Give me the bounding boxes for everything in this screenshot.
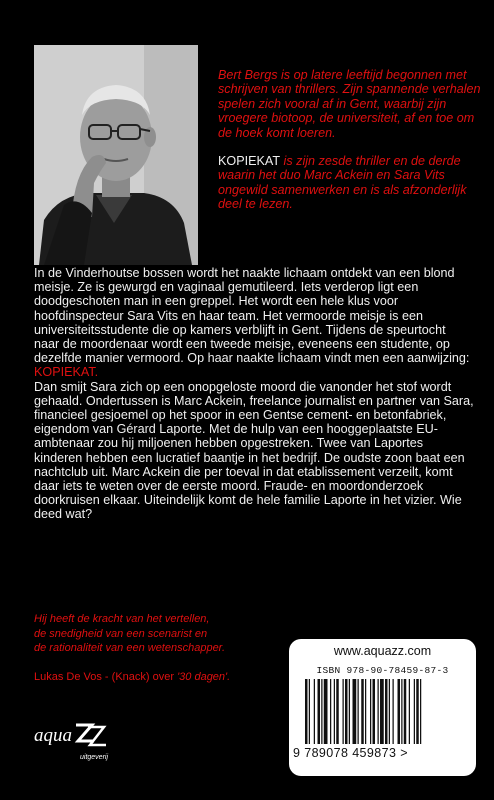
bio-paragraph-2-text: is zijn zesde thriller en de derde waarin het duo Marc Ackein en Sara Vits ongewild samenwerken en is als afzonderlijk deel te lezen. [218, 154, 467, 212]
logo-wordmark: aqua [34, 725, 72, 746]
book-synopsis [34, 266, 474, 522]
isbn-label: ISBN 978-90-78459-87-3 [316, 665, 449, 676]
barcode-digits: 9 789078 459873 > [293, 746, 408, 760]
quote-source-title: '30 dagen'. [177, 671, 231, 683]
bio-paragraph-2 [218, 154, 488, 212]
publisher-website[interactable]: www.aquazz.com [333, 644, 432, 658]
author-bio [218, 68, 488, 226]
author-portrait-illustration [34, 45, 198, 265]
logo-tagline: uitgeverij [80, 754, 109, 761]
quote-line-3: de rationaliteit van een wetenschapper. [34, 642, 225, 654]
quote-line-2: de snedigheid van een scenarist en [34, 627, 208, 640]
bio-paragraph-1: Bert Bergs is op latere leeftijd begonnen met schrijven van thrillers. Zijn spannende verhalen spelen zich vooral af in Gent, waarbij zijn vroegere biotoop, de universiteit, af en toe om de hoek komt loeren. [218, 68, 481, 140]
quote-attribution [34, 670, 294, 684]
synopsis-keyword: KOPIEKAT. [34, 365, 99, 380]
barcode [303, 679, 463, 744]
synopsis-paragraph-1-text: In de Vinderhoutse bossen wordt het naakte lichaam ontdekt van een blond meisje. Ze is gewurgd en vaginaal gemutileerd. Iets verderop ligt een doodgeschoten man in een greppel. Het wordt een hele klus voor hoofdinspecteur Sara Vits en haar team. Het vermoorde meisje is een universiteitsstudente die op kamers verblijft in Gent. Tijdens de speurtocht naar de moordenaar wordt een tweede meisje, eveneens een studente, op dezelfde manier vermoord. Op haar naakte lichaam vindt men een aanwijzing: [34, 266, 470, 366]
quote-line-1: Hij heeft de kracht van het vertellen, [34, 613, 210, 625]
aquazz-logo-graphic [34, 715, 114, 765]
quote-source-prefix: Lukas De Vos - (Knack) over [34, 671, 178, 683]
synopsis-paragraph-2: Dan smijt Sara zich op een onopgeloste moord die vanonder het stof wordt gehaald. Ondertussen is Marc Ackein, freelance journalist en partner van Sara, financieel gesjoemel op het spoor in een Gentse cement- en betonfabriek, eigendom van Gérard Laporte. Met de hulp van een hooggeplaatste EU-ambtenaar zou hij miljoenen hebben opgestreken. Twee van Laportes kinderen hebben een lucratief baantje in het bedrijf. De oudste zoon baat een nachtclub uit. Marc Ackein die per toeval in dat etablissement verzeilt, komt daar iets te weten over de eerste moord. Fraude- en moordonderzoek doorkruisen elkaar. Uiteindelijk komt de hele familie Laporte in het vizier. Wie deed wat? [34, 379, 474, 522]
review-quote [34, 612, 284, 656]
author-photo [34, 45, 198, 265]
synopsis-paragraph-1 [34, 266, 474, 380]
bio-book-title: KOPIEKAT [218, 154, 281, 169]
isbn-panel [289, 639, 476, 776]
publisher-logo [34, 715, 114, 765]
